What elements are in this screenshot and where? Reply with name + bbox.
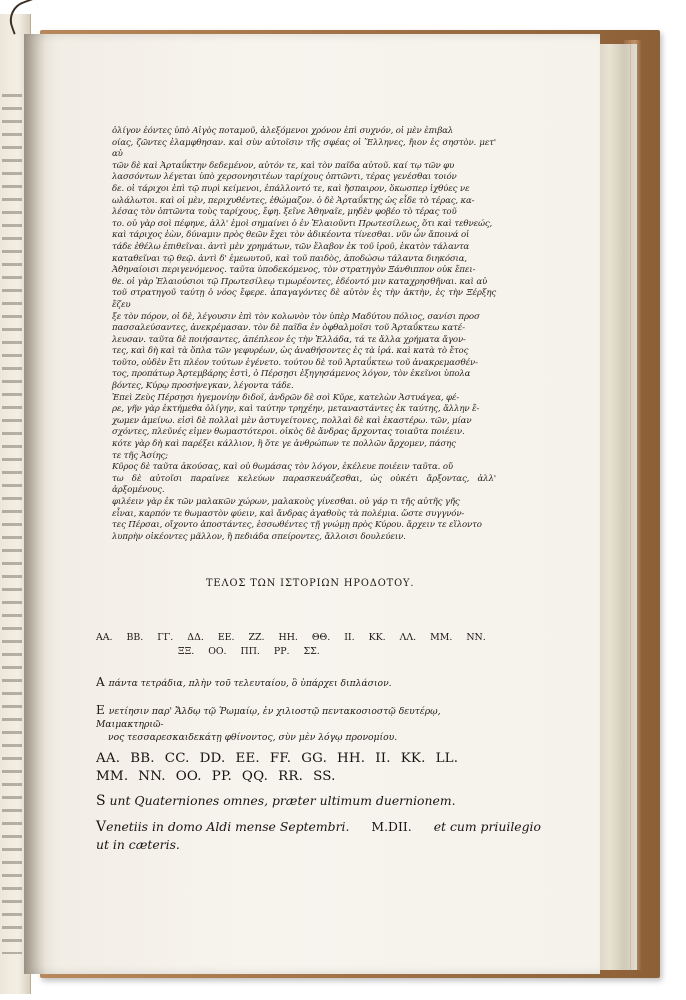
greek-register-row-1 [96,631,496,645]
text-line: φιλέειν γὰρ ἐκ τῶν μαλακῶν χώρων, μαλακοὺς γίνεσθαι. οὐ γάρ τι τῆς αὐτῆς γῆς [112,497,460,507]
text-line: τες, καὶ δὴ καὶ τὰ ὅπλα τῶν γεφυρέων, ὡς ἀναθήσοντες ἐς τὰ ἱρά. καὶ κατὰ τὸ ἔτος [112,346,469,357]
text-line: κότε γὰρ δὴ καὶ παρέξει κάλλιον, ἢ ὅτε γε ἀνθρώπων τε πολλῶν ἄρχομεν, πάσης [112,439,456,450]
signature-mark: GG. [301,751,328,766]
signature-mark: ΣΣ. [303,646,320,657]
text-line: το. οὐ γὰρ σοὶ πέφηνε, ἀλλ' ἐμοὶ σημαίνει ὁ ἐν Ἐλαιοῦντι Πρωτεσίλεως, ὅτι καὶ τεθνεώς, [112,218,493,229]
signature-mark: ΕΕ. [217,632,235,643]
note-text: νετίησιν παρ' Ἄλδῳ τῷ Ῥωμαίῳ, ἐν χιλιοστῷ πεντακοσιοστῷ δευτέρῳ, Μαιμακτηριῶ- [96,706,441,730]
note-text: πάντα τετράδια, πλὴν τοῦ τελευταίου, ὃ ὑπάρχει διπλάσιον. [108,678,392,689]
initial-letter: Ε [96,703,105,717]
initial-letter: S [96,793,106,809]
signature-mark: EE. [235,751,260,766]
colophon-date: M.DII. [371,819,412,834]
signature-mark: FF. [269,751,292,766]
initial-letter: Α [96,675,105,689]
greek-register-row-2 [96,645,496,659]
register-note-latin [96,792,516,810]
signature-mark: ΑΑ. [96,632,113,643]
initial-letter: V [96,819,107,835]
text-line: πασσαλεύσαντες, ἀνεκρέμασαν. τὸν δὲ παῖδα ἐν ὀφθαλμοῖσι τοῦ Ἀρταΰκτεω κατέ- [112,323,465,334]
signature-mark: ΠΠ. [240,646,260,657]
signature-mark: BB. [130,751,155,766]
text-line: λυπρὴν οἰκέοντες μᾶλλον, ἢ πεδιάδα σπείροντες, ἄλλοισι δουλεύειν. [112,531,406,542]
text-line: θε. οἱ γὰρ Ἐλαιούσιοι τῷ Πρωτεσίλεῳ τιμωρέοντες, ἐδέοντό μιν καταχρησθῆναι. καὶ αὐ [112,276,488,287]
text-line: καὶ τάριχος ἐὼν, δύναμιν πρὸς θεῶν ἔχει τὸν ἀδικέοντα τίνεσθαι. νῦν ὦν ἄποινά οἱ [112,230,470,241]
signature-mark: ΛΛ. [399,632,417,643]
text-line: καταθεῖναι τῷ θεῷ. ἀντὶ δ' ἐμεωυτοῦ, καὶ τοῦ παιδὸς, ἀποδώσω τάλαντα διηκόσια, [112,253,468,264]
text-line: λέσας τὸν ὀπτῶντα τοὺς ταρίχους, ἔφη. ξεῖνε Ἀθηναῖε, μηδὲν φοβέο τὸ τέρας τοῦ [112,207,457,218]
signature-mark: CC. [164,751,190,766]
text-line: λασσόντων λέγεται ὑπὸ χερσονησιτέων ταρίχους ὀπτῶντι, τέρας γενέσθαι τοιόν [112,172,457,183]
signature-mark: ΞΞ. [178,646,195,657]
text-line: ρε, γῆν γὰρ ἐκτήμεθα ὀλίγην, καὶ ταύτην τρηχέην, μεταναστάντες ἐκ ταύτης, ἄλλην ἔ- [112,404,480,415]
signature-mark: MM. [96,769,129,784]
greek-register [96,631,496,659]
signature-mark: HH. [337,751,366,766]
signature-mark: ΟΟ. [208,646,227,657]
colophon-text: unt Quaterniones omnes, præter ultimum duernionem. [109,793,456,808]
text-line: τοῦτο, οὐδὲν ἔτι πλέον τούτων ἐγένετο. τούτου δὲ τοῦ Ἀρταΰκτεω τοῦ ἀνακρεμασθέν- [112,357,478,368]
signature-mark: ΙΙ. [344,632,355,643]
text-line: τω δὲ αὐτοῖσι παραίνεε κελεύων παρασκευάζεσθαι, ὡς οὐκέτι ἄρξοντας, ἀλλ' ἀρξομένους. [112,473,496,496]
text-line: βόντες, Κύρῳ προσήνεγκαν, λέγοντα τάδε. [112,381,294,392]
text-line: δε. οἱ τάριχοι ἐπὶ τῷ πυρὶ κείμενοι, ἐπάλλοντό τε, καὶ ἤσπαιρον, ὅκωσπερ ἰχθύες νε [112,183,470,194]
colophon-text: enetiis in domo Aldi mense Septembri. [106,819,350,834]
colophon-greek [96,704,496,744]
signature-mark: NN. [138,769,166,784]
gutter-shadow [24,34,46,974]
signature-mark: RR. [278,769,304,784]
colophon-privilege: et cum priuilegio [433,819,541,834]
text-line: Ἐπεὶ Ζεὺς Πέρσῃσι ἡγεμονίην διδοῖ, ἀνδρῶν δὲ σοὶ Κῦρε, κατελὼν Ἀστυάγεα, φέ- [112,392,460,403]
signature-mark: ΗΗ. [278,632,298,643]
text-line: Ἀθηναίοισι περιγενόμενος. ταῦτα ὑποδεκόμενος, τὸν στρατηγὸν Ξάνθιππον οὐκ ἔπει- [112,265,476,276]
colophon-text: ut in cæteris. [96,837,180,852]
text-line: χωμεν ἀμείνω. εἰσὶ δὲ πολλαὶ μὲν ἀστυγείτονες, πολλαὶ δὲ καὶ ἑκαστέρω. τῶν, μίαν [112,415,472,426]
left-page-text [2,94,22,954]
text-line: τοῦ στρατηγοῦ ταύτῃ ὁ νόος ἔφερε. ἀπαγαγόντες δὲ αὐτὸν ἐς τὴν ἀκτὴν, ἐς τὴν Ξέρξης ἔζευ [112,288,496,310]
signature-mark: ΘΘ. [311,632,331,643]
text-line: τες Πέρσαι, οἴχοντο ἀποστάντες, ἑσσωθέντες τῇ γνώμῃ πρὸς Κύρου. ἄρχειν τε εἵλοντο [112,520,482,531]
text-line: ὀλίγον ἐόντες ὑπὸ Αἰγὸς ποταμοῦ, ἀλεξόμενοι χρόνον ἐπὶ συχνόν, οἱ μὲν ἐπιβαλ [112,126,454,136]
text-line: τε τῆς Ἀσίης; [112,450,168,461]
latin-register-row-1 [96,750,506,768]
note-text-2: νος τεσσαρεσκαιδεκάτῃ φθίνοντος, σὺν μὲν λόγῳ προνομίου. [108,732,398,743]
signature-mark: ΒΒ. [126,632,144,643]
register-note-greek [96,676,496,690]
signature-mark: ΓΓ. [157,632,174,643]
text-line: τάδε ἐθέλω ἐπιθεῖναι. ἀντὶ μὲν χρημάτων, τῶν ἔλαβον ἐκ τοῦ ἱροῦ, ἑκατὸν τάλαντα [112,241,470,252]
signature-mark: ΝΝ. [466,632,486,643]
signature-mark: ΚΚ. [368,632,386,643]
latin-register [96,750,506,786]
signature-mark: QQ. [241,769,269,784]
greek-text-block [112,126,496,543]
signature-mark: OO. [175,769,202,784]
latin-register-row-2 [96,768,506,786]
signature-mark: LL. [435,751,459,766]
signature-mark: SS. [313,769,336,784]
text-line: τῶν δὲ καὶ Ἀρταΰκτην δεδεμένον, αὐτόν τε, καὶ τὸν παῖδα αὐτοῦ. καί τῳ τῶν φυ [112,160,455,171]
signature-mark: AA. [96,751,121,766]
text-line: ξε τὸν πόρον, οἱ δὲ, λέγουσιν ἐπὶ τὸν κολωνὸν τὸν ὑπὲρ Μαδύτου πόλιος, σανίσι προσ [112,311,480,322]
signature-mark: ΜΜ. [430,632,453,643]
page-fore-edge [594,44,637,970]
text-line: Κῦρος δὲ ταῦτα ἀκούσας, καὶ οὐ θωμάσας τὸν λόγον, ἐκέλευε ποιέειν ταῦτα. οὕ [112,462,453,473]
signature-mark: ΡΡ. [273,646,290,657]
telos-heading: ΤΕΛΟΣ ΤΩΝ ΙΣΤΟΡΙΩΝ ΗΡΟΔΟΤΟΥ. [206,578,415,589]
signature-mark: PP. [211,769,232,784]
text-line: οίας, ζῶντες ἐλαμφθησαν. καὶ σὺν αὐτοῖσιν τῆς σφέας οἱ Ἕλληνες, ἤιον ἐς σηστὸν. μετ' αὐ [112,137,496,160]
signature-mark: II. [375,751,391,766]
colophon-latin [96,818,541,853]
signature-mark: KK. [400,751,426,766]
signature-mark: ΔΔ. [187,632,204,643]
text-line: εἶναι, καρπόν τε θωμαστὸν φύειν, καὶ ἄνδρας ἀγαθοὺς τὰ πολέμια. ὥστε συγγνόν- [112,508,465,519]
signature-mark: DD. [199,751,226,766]
text-line: τος, προπάτωρ Ἀρτεμβάρης ἐστὶ, ὁ Πέρσῃσι ἐξηγησάμενος λόγον, τὸν ἐκεῖνοι ὑπολα [112,369,471,380]
signature-mark: ΖΖ. [248,632,265,643]
text-line: σχόντες, πλεῦνές εἰμεν θωμαστότεροι. οἰκὸς δὲ ἄνδρας ἄρχοντας τοιαῦτα ποιέειν. [112,427,465,438]
text-line: λευσαν. ταῦτα δὲ ποιήσαντες, ἀπέπλεον ἐς τὴν Ἑλλάδα, τά τε ἄλλα χρήματα ἄγον- [112,334,466,345]
text-line: ωλάλωτοι. καὶ οἱ μὲν, περιχυθέντες, ἐθώμαζον. ὁ δὲ Ἀρταΰκτης ὡς εἶδε τὸ τέρας, κα- [112,195,475,206]
